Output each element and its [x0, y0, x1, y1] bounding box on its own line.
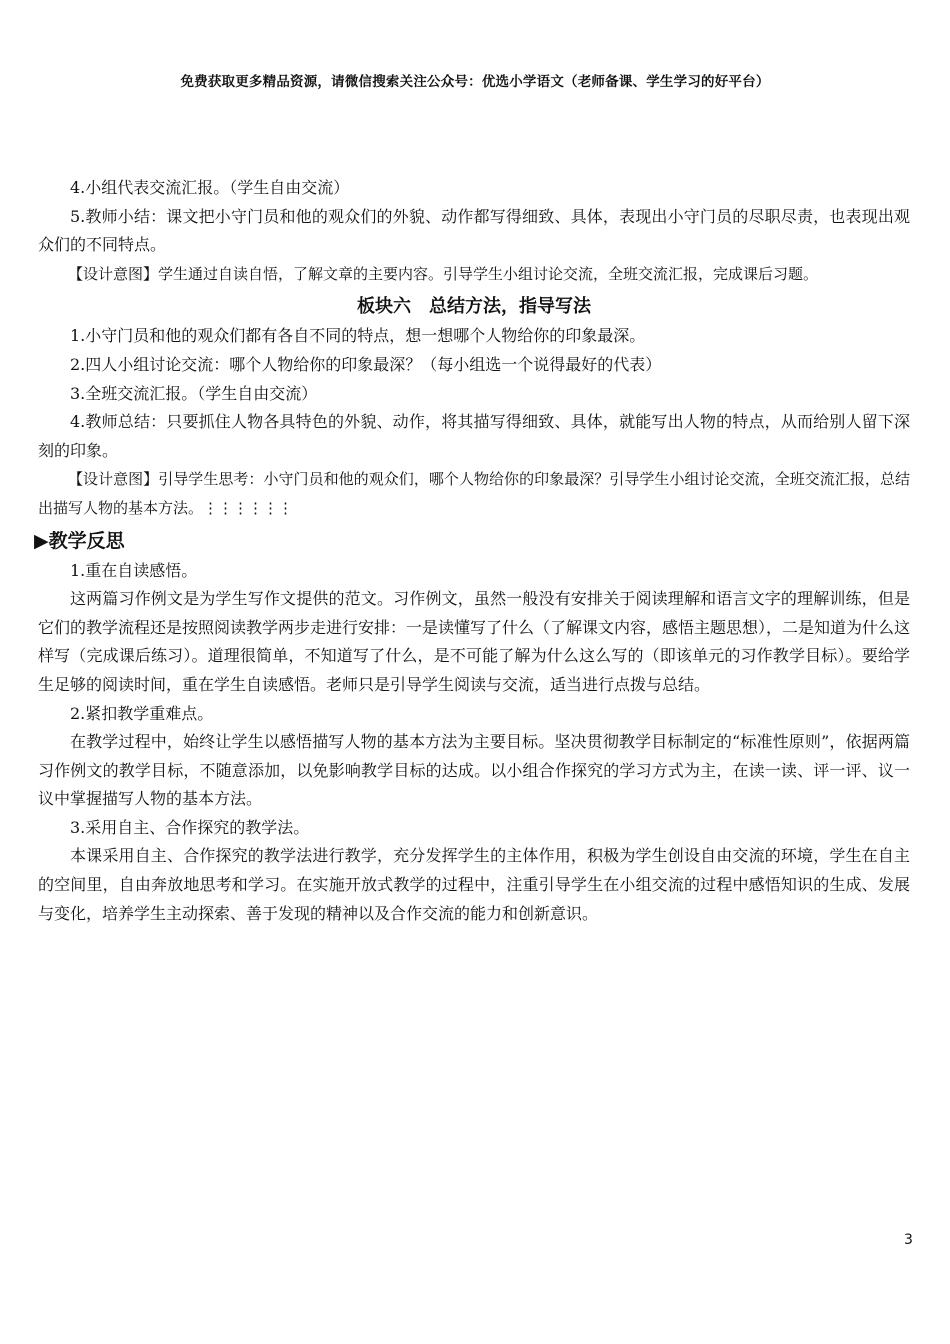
paragraph: 在教学过程中，始终让学生以感悟描写人物的基本方法为主要目标。坚决贯彻教学目标制定的“标准性原则”，依据两篇习作例文的教学目标，不随意添加，以免影响教学目标的达成。以小组合作探究的学习方式为主，在读一读、评一评、议一议中掌握描写人物的基本方法。: [38, 732, 910, 809]
design-intent: 【设计意图】学生通过自读自悟，了解文章的主要内容。引导学生小组讨论交流，全班交流汇报，完成课后习题。: [68, 264, 819, 283]
paragraph: 2.四人小组讨论交流：哪个人物给你的印象最深？（每小组选一个说得最好的代表）: [70, 354, 662, 374]
paragraph: 5.教师小结：课文把小守门员和他的观众们的外貌、动作都写得细致、具体，表现出小守门员的尽职尽责，也表现出观众们的不同特点。: [38, 206, 910, 255]
paragraph: 这两篇习作例文是为学生写作文提供的范文。习作例文，虽然一般没有安排关于阅读理解和语言文字的理解训练，但是它们的教学流程还是按照阅读教学两步走进行安排：一是读懂写了什么（了解课文内容，感悟主题思想），二是知道为什么这样写（完成课后练习）。道理很简单，不知道写了什么，是不可能了解为什么这么写的（即该单元的习作教学目标）。要给学生足够的阅读时间，重在学生自读感悟。老师只是引导学生阅读与交流，适当进行点拨与总结。: [38, 589, 911, 694]
paragraph: 本课采用自主、合作探究的教学法进行教学，充分发挥学生的主体作用，积极为学生创设自由交流的环境，学生在自主的空间里，自由奔放地思考和学习。在实施开放式教学的过程中，注重引导学生在小组交流的过程中感悟知识的生成、发展与变化，培养学生主动探索、善于发现的精神以及合作交流的能力和创新意识。: [38, 846, 910, 923]
page-number: 3: [904, 1232, 913, 1248]
paragraph: 4.教师总结：只要抓住人物各具特色的外貌、动作，将其描写得细致、具体，就能写出人物的特点，从而给别人留下深刻的印象。: [38, 412, 910, 460]
paragraph: 3.全班交流汇报。（学生自由交流）: [70, 383, 318, 403]
document-body: [34, 174, 911, 928]
paragraph: 3.采用自主、合作探究的教学法。: [70, 817, 310, 837]
paragraph: 2.紧扣教学重难点。: [70, 703, 214, 723]
reflection-title: ▶教学反思: [34, 529, 125, 552]
page-header: 免费获取更多精品资源，请微信搜索关注公众号：优选小学语文（老师备课、学生学习的好平台）: [180, 74, 770, 90]
design-intent: 【设计意图】引导学生思考：小守门员和他的观众们，哪个人物给你的印象最深？引导学生小组讨论交流，全班交流汇报，总结出描写人物的基本方法。⋮⋮⋮⋮⋮⋮: [38, 470, 910, 517]
paragraph: 1.小守门员和他的观众们都有各自不同的特点，想一想哪个人物给你的印象最深。: [70, 326, 646, 346]
section-title: 板块六 总结方法，指导写法: [357, 296, 591, 318]
paragraph: 1.重在自读感悟。: [70, 560, 198, 580]
paragraph: 4.小组代表交流汇报。（学生自由交流）: [70, 178, 350, 197]
